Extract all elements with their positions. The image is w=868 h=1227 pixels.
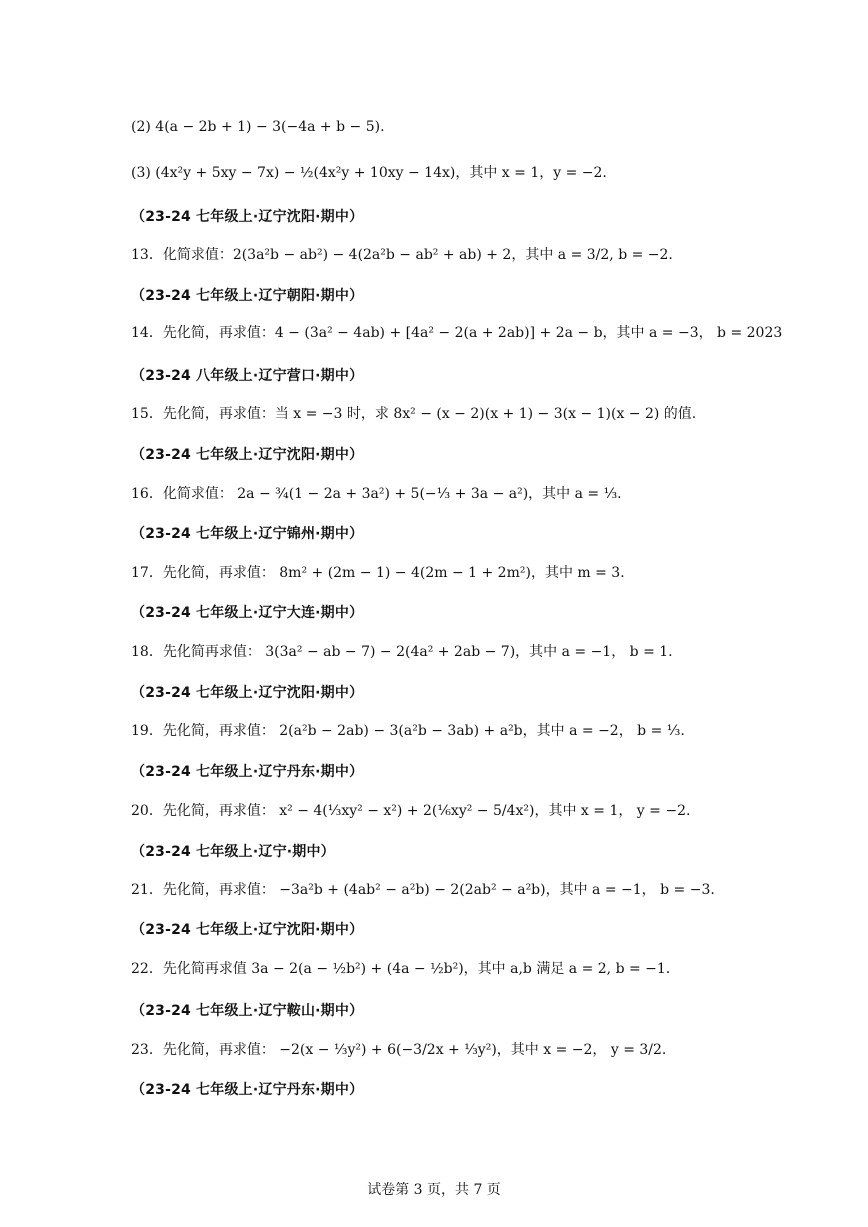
problem-22: 22．先化简再求值 3a − 2(a − ½b²) + (4a − ½b²)，其中 a,b 满足 a = 2, b = −1.: [131, 961, 671, 977]
problem-16: 16．化简求值： 2a − ¾(1 − 2a + 3a²) + 5(−⅓ + 3a − a²)，其中 a = ⅓.: [131, 486, 622, 502]
source-label: （23-24 八年级上·辽宁营口·期中）: [131, 368, 364, 384]
source-label: （23-24 七年级上·辽宁丹东·期中）: [131, 764, 364, 780]
problem-19: 19．先化简，再求值： 2(a²b − 2ab) − 3(a²b − 3ab) + a²b，其中 a = −2， b = ⅓.: [131, 723, 685, 739]
source-label: （23-24 七年级上·辽宁锦州·期中）: [131, 526, 364, 542]
problem-14: 14．先化简，再求值：4 − (3a² − 4ab) + [4a² − 2(a + 2ab)] + 2a − b，其中 a = −3， b = 2023: [131, 325, 783, 341]
source-label: （23-24 七年级上·辽宁·期中）: [131, 844, 335, 860]
problem-21: 21．先化简，再求值： −3a²b + (4ab² − a²b) − 2(2ab² − a²b)，其中 a = −1， b = −3.: [131, 882, 715, 898]
source-label: （23-24 七年级上·辽宁沈阳·期中）: [131, 922, 364, 938]
problem-15: 15．先化简，再求值：当 x = −3 时，求 8x² − (x − 2)(x + 1) − 3(x − 1)(x − 2) 的值.: [131, 406, 697, 422]
problem-12-part-2: (2) 4(a − 2b + 1) − 3(−4a + b − 5).: [131, 119, 385, 135]
problem-18: 18．先化简再求值： 3(3a² − ab − 7) − 2(4a² + 2ab − 7)，其中 a = −1， b = 1.: [131, 644, 673, 660]
problem-12-part-3: (3) (4x²y + 5xy − 7x) − ½(4x²y + 10xy − 14x)，其中 x = 1，y = −2.: [131, 165, 607, 181]
source-label: （23-24 七年级上·辽宁鞍山·期中）: [131, 1003, 364, 1019]
source-label: （23-24 七年级上·辽宁朝阳·期中）: [131, 288, 364, 304]
problem-13: 13．化简求值：2(3a²b − ab²) − 4(2a²b − ab² + ab) + 2，其中 a = 3/2, b = −2.: [131, 247, 673, 263]
source-label: （23-24 七年级上·辽宁沈阳·期中）: [131, 209, 364, 225]
source-label: （23-24 七年级上·辽宁沈阳·期中）: [131, 685, 364, 701]
source-label: （23-24 七年级上·辽宁沈阳·期中）: [131, 447, 364, 463]
source-label: （23-24 七年级上·辽宁丹东·期中）: [131, 1082, 364, 1098]
problem-23: 23．先化简，再求值： −2(x − ⅓y²) + 6(−3/2x + ⅓y²)，其中 x = −2， y = 3/2.: [131, 1042, 667, 1058]
page-footer: 试卷第 3 页，共 7 页: [367, 1182, 501, 1198]
source-label: （23-24 七年级上·辽宁大连·期中）: [131, 605, 364, 621]
problem-20: 20．先化简，再求值： x² − 4(⅓xy² − x²) + 2(⅙xy² − 5/4x²)，其中 x = 1， y = −2.: [131, 803, 691, 819]
problem-17: 17．先化简，再求值： 8m² + (2m − 1) − 4(2m − 1 + 2m²)，其中 m = 3.: [131, 565, 625, 581]
